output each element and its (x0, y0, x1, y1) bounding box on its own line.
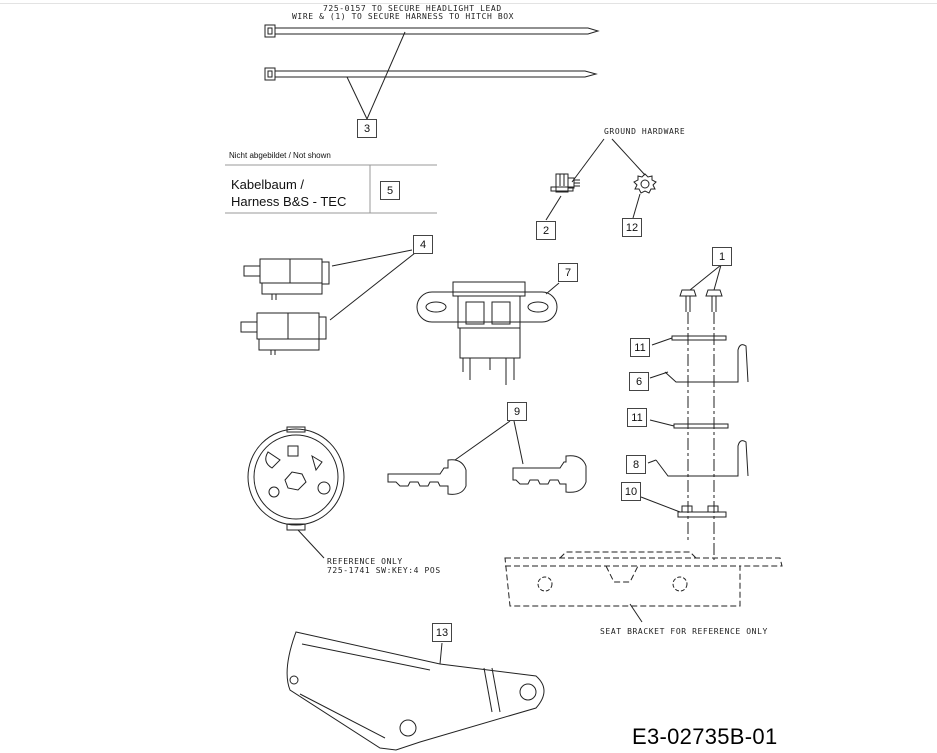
star-washer-part (634, 174, 656, 193)
bracket-13-part (287, 632, 544, 750)
ground-hardware-note: GROUND HARDWARE (604, 127, 686, 136)
cable-tie-note-line1: 725-0157 TO SECURE HEADLIGHT LEAD (323, 4, 502, 13)
not-shown-caption: Nicht abgebildet / Not shown (229, 151, 331, 160)
callout-5: 5 (380, 181, 400, 200)
callout-6: 6 (629, 372, 649, 391)
bolt-pair-part (680, 265, 722, 312)
leader-lines-3 (347, 32, 405, 119)
reference-note-line1: REFERENCE ONLY (327, 557, 403, 566)
key-left-part (388, 460, 466, 495)
callout-7: 7 (558, 263, 578, 282)
seat-clip-lower-part (648, 441, 748, 476)
leader-lines-4 (330, 250, 415, 320)
callout-12: 12 (622, 218, 642, 237)
callout-11-lower: 11 (627, 408, 647, 427)
washer-upper-part (652, 336, 726, 345)
solenoid-part (417, 282, 559, 385)
callout-2: 2 (536, 221, 556, 240)
cable-tie-note-line2: WIRE & (1) TO SECURE HARNESS TO HITCH BOX (292, 12, 515, 21)
cable-tie-lower (265, 68, 596, 80)
leader-lines-ground (546, 139, 645, 220)
callout-3: 3 (357, 119, 377, 138)
reference-note-line2: 725-1741 SW:KEY:4 POS (327, 566, 441, 575)
harness-item-label (231, 176, 346, 210)
ignition-switch-part (248, 427, 344, 558)
seat-bracket-note: SEAT BRACKET FOR REFERENCE ONLY (600, 627, 768, 636)
callout-13: 13 (432, 623, 452, 642)
document-id: E3-02735B-01 (632, 724, 778, 749)
callout-1: 1 (712, 247, 732, 266)
seat-bracket-part (505, 552, 782, 622)
connector-upper (244, 259, 329, 300)
callout-4: 4 (413, 235, 433, 254)
key-right-part (513, 456, 586, 493)
seat-clip-upper-part (650, 345, 748, 382)
harness-label-line1: Kabelbaum / (231, 177, 304, 192)
nut-pair-part (641, 497, 726, 517)
leader-lines-9 (455, 421, 523, 464)
callout-11-upper: 11 (630, 338, 650, 357)
callout-8: 8 (626, 455, 646, 474)
harness-label-line2: Harness B&S - TEC (231, 194, 347, 209)
callout-10: 10 (621, 482, 641, 501)
washer-middle-part (650, 420, 728, 428)
centerlines (688, 312, 714, 560)
callout-9: 9 (507, 402, 527, 421)
cable-tie-upper (265, 25, 598, 37)
connector-lower (241, 313, 326, 355)
